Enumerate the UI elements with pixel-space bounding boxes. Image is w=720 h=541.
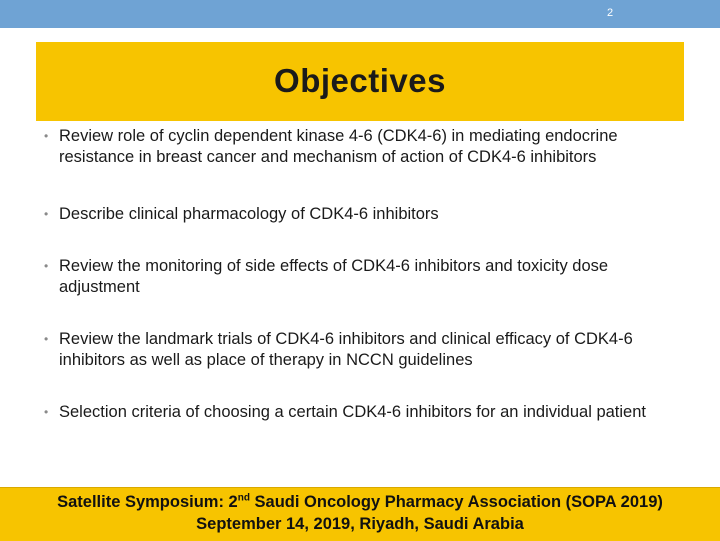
footer-event-prefix: Satellite Symposium: 2 [57,493,238,511]
footer-ordinal-suffix: nd [237,492,250,504]
objective-item [44,204,684,225]
bullet-icon: • [44,129,49,143]
footer-date-location: September 14, 2019, Riyadh, Saudi Arabia [196,515,524,533]
objective-item [44,329,684,371]
bullet-icon: • [44,332,49,346]
title-banner [36,42,684,121]
objective-item [44,256,684,298]
bullet-icon: • [44,405,49,419]
objective-text: Selection criteria of choosing a certain CDK4-6 inhibitors for an individual patient [59,403,646,421]
footer-event-suffix: Saudi Oncology Pharmacy Association (SOPA 2019) [249,493,663,511]
bullet-icon: • [44,207,49,221]
slide-number: 2 [606,7,614,19]
footer-banner [0,487,720,541]
objective-text: Review the monitoring of side effects of CDK4-6 inhibitors and toxicity dose adjustment [59,257,609,296]
slide-title: Objectives [274,62,446,99]
objective-text: Review the landmark trials of CDK4-6 inhibitors and clinical efficacy of CDK4-6 inhibitors as well as place of therapy in NCCN guidelines [59,330,633,369]
objective-item [44,126,684,168]
objective-text: Describe clinical pharmacology of CDK4-6 inhibitors [59,205,439,223]
objective-item [44,402,684,423]
bullet-icon: • [44,259,49,273]
top-banner [0,0,720,28]
objective-text: Review role of cyclin dependent kinase 4-6 (CDK4-6) in mediating endocrine resistance in breast cancer and mechanism of action of CDK4-6 inhibitors [59,127,618,166]
footer-event-line [0,491,720,513]
